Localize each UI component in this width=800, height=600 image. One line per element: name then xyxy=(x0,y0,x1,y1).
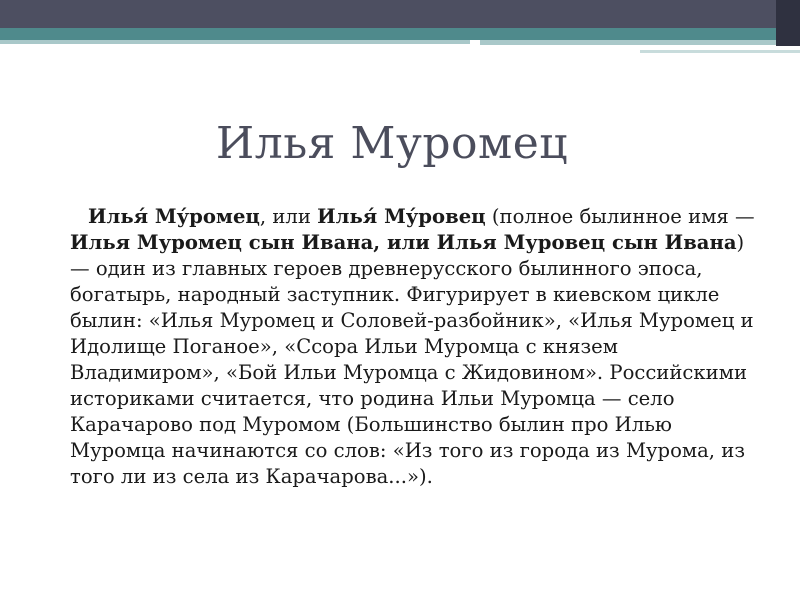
header-corner-accent xyxy=(776,0,800,46)
bold-name-2: Илья́ Му́ровец xyxy=(317,205,486,228)
bold-name-1: Илья́ Му́ромец xyxy=(88,205,260,228)
text-segment-3: ) — один из главных героев древнерусского былинного эпоса, богатырь, народный заступник. Фигурирует в киевском цикле былин: «Илья Муромец и Соловей-разбойник», «Илья Муромец и Идолище Поганое», «Ссора Ильи Муромца с князем Владимиром», «Бой Ильи Муромца с Жидовином». Российскими историками считается, что родина Ильи Муромца — село Карачарово под Муромом (Большинство былин про Илью Муромца начинаются со слов: «Из того из города из Мурома, из того ли из села из Карачарова...»). xyxy=(70,231,754,488)
text-segment-2: (полное былинное имя — xyxy=(485,205,755,228)
header-band-dark xyxy=(0,0,800,28)
bold-name-3: Илья Муромец сын Ивана, или Илья Муровец сын Ивана xyxy=(70,231,737,254)
body-paragraph xyxy=(70,204,758,490)
header-band-thin xyxy=(640,50,800,53)
slide-title: Илья Муромец xyxy=(215,118,569,169)
text-segment-1: , или xyxy=(259,205,318,228)
slide-body xyxy=(70,204,758,490)
header-band-light-right xyxy=(480,40,800,45)
header-band-light-left xyxy=(0,40,470,44)
header-band-teal xyxy=(0,28,800,40)
